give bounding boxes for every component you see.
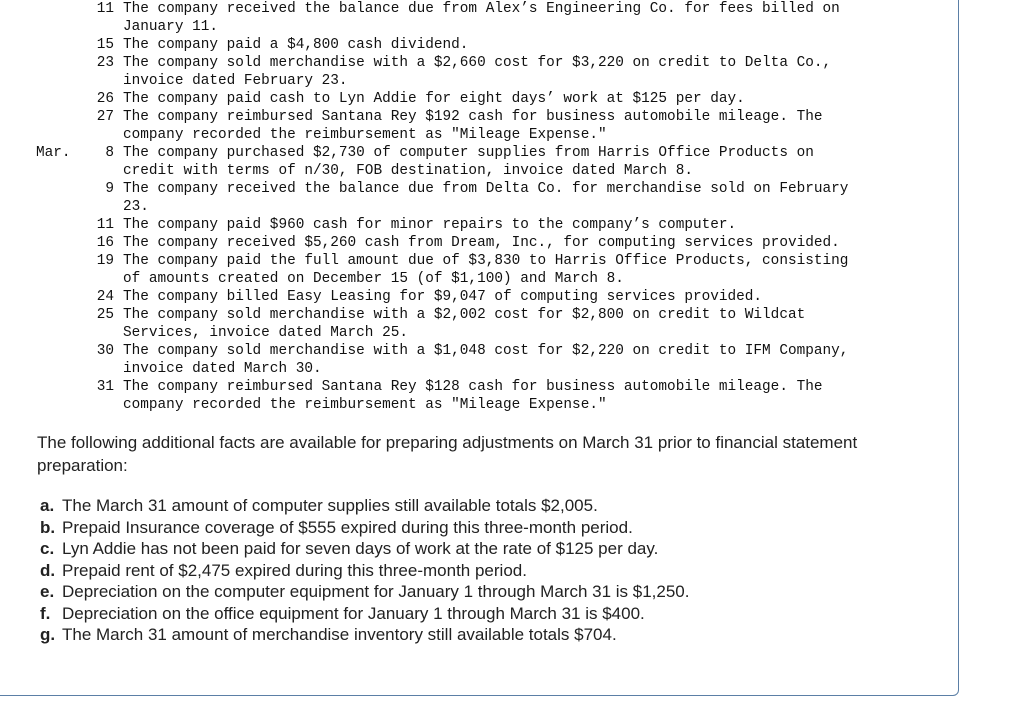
transaction-line <box>36 54 936 72</box>
transaction-text: The company reimbursed Santana Rey $128 cash for business automobile mileage. The <box>123 379 823 395</box>
transaction-day <box>78 18 115 36</box>
transaction-text: invoice dated March 30. <box>123 361 322 377</box>
transaction-month <box>36 396 78 414</box>
transaction-day <box>78 198 115 216</box>
transaction-text: The company sold merchandise with a $1,048 cost for $2,220 on credit to IFM Company, <box>123 343 849 359</box>
fact-label: e. <box>40 582 55 601</box>
transaction-text: The company sold merchandise with a $2,660 cost for $3,220 on credit to Delta Co., <box>123 55 832 71</box>
transaction-text: The company paid a $4,800 cash dividend. <box>123 37 469 53</box>
transaction-line <box>36 126 936 144</box>
transaction-line <box>36 378 936 396</box>
fact-text: The March 31 amount of computer supplies still available totals $2,005. <box>62 496 598 515</box>
transaction-line <box>36 198 936 216</box>
transaction-day: 25 <box>96 307 114 323</box>
transaction-month <box>36 198 78 216</box>
transaction-day: 31 <box>96 379 114 395</box>
transaction-month <box>36 36 78 54</box>
transaction-day <box>78 396 115 414</box>
transaction-text: The company purchased $2,730 of computer supplies from Harris Office Products on <box>123 145 814 161</box>
transaction-day <box>78 126 115 144</box>
adjustment-fact <box>40 603 920 625</box>
transaction-line <box>36 72 936 90</box>
transaction-text: The company received the balance due from Delta Co. for merchandise sold on February <box>123 181 849 197</box>
adjustment-fact <box>40 517 920 539</box>
transaction-day <box>78 324 115 342</box>
transaction-month <box>36 270 78 288</box>
fact-text: Prepaid Insurance coverage of $555 expired during this three-month period. <box>62 517 633 537</box>
transaction-day: 9 <box>105 181 114 197</box>
transaction-text: of amounts created on December 15 (of $1,100) and March 8. <box>123 271 624 287</box>
transaction-text: The company paid cash to Lyn Addie for eight days’ work at $125 per day. <box>123 91 745 107</box>
transaction-text: The company billed Easy Leasing for $9,047 of computing services provided. <box>123 289 763 305</box>
transaction-month <box>36 18 78 36</box>
transaction-day: 23 <box>96 55 114 71</box>
transaction-month <box>36 342 78 360</box>
transaction-line <box>36 360 936 378</box>
transaction-line <box>36 18 936 36</box>
transaction-month <box>36 54 78 72</box>
transaction-day <box>78 162 115 180</box>
transaction-line <box>36 306 936 324</box>
transaction-line <box>36 36 936 54</box>
transaction-day: 30 <box>96 343 114 359</box>
fact-label: b. <box>40 517 56 537</box>
transaction-month <box>36 378 78 396</box>
transaction-day <box>78 270 115 288</box>
transaction-month <box>36 306 78 324</box>
transaction-line <box>36 144 936 162</box>
adjustment-fact <box>40 624 920 646</box>
transaction-day: 8 <box>105 145 114 161</box>
fact-label: c. <box>40 539 55 558</box>
transaction-day: 27 <box>96 109 114 125</box>
transaction-month <box>36 72 78 90</box>
transaction-text: The company sold merchandise with a $2,002 cost for $2,800 on credit to Wildcat <box>123 307 806 323</box>
fact-label: d. <box>40 560 56 580</box>
transaction-month <box>36 0 78 18</box>
transaction-text: credit with terms of n/30, FOB destination, invoice dated March 8. <box>123 163 693 179</box>
fact-text: Lyn Addie has not been paid for seven days of work at the rate of $125 per day. <box>62 539 659 558</box>
fact-label: g. <box>40 625 56 644</box>
transaction-day: 26 <box>96 91 114 107</box>
transaction-month <box>36 108 78 126</box>
transaction-line <box>36 180 936 198</box>
transaction-line <box>36 396 936 414</box>
transaction-month <box>36 180 78 198</box>
transaction-month <box>36 162 78 180</box>
transaction-day <box>78 360 115 378</box>
transaction-month <box>36 90 78 108</box>
transaction-line <box>36 90 936 108</box>
transaction-day: 19 <box>96 253 114 269</box>
transaction-text: 23. <box>123 199 149 215</box>
transaction-line <box>36 0 936 18</box>
fact-text: The March 31 amount of merchandise inventory still available totals $704. <box>62 625 617 644</box>
transaction-line <box>36 324 936 342</box>
transaction-line <box>36 234 936 252</box>
transaction-list <box>36 0 936 414</box>
transaction-text: January 11. <box>123 19 218 35</box>
transaction-day: 15 <box>96 37 114 53</box>
transaction-line <box>36 216 936 234</box>
transaction-month: Mar. <box>36 145 71 161</box>
transaction-month <box>36 126 78 144</box>
transaction-day: 24 <box>96 289 114 305</box>
transaction-line <box>36 288 936 306</box>
fact-text: Depreciation on the computer equipment for January 1 through March 31 is $1,250. <box>62 582 690 601</box>
transaction-text: company recorded the reimbursement as "Mileage Expense." <box>123 127 607 143</box>
transaction-month <box>36 252 78 270</box>
fact-text: Prepaid rent of $2,475 expired during this three-month period. <box>62 560 527 580</box>
transaction-month <box>36 216 78 234</box>
transaction-line <box>36 342 936 360</box>
transaction-day: 16 <box>96 235 114 251</box>
transaction-month <box>36 288 78 306</box>
transaction-line <box>36 252 936 270</box>
transaction-day: 11 <box>96 1 114 17</box>
transaction-text: The company received the balance due from Alex’s Engineering Co. for fees billed on <box>123 1 840 17</box>
transaction-text: invoice dated February 23. <box>123 73 348 89</box>
transaction-text: The company received $5,260 cash from Dream, Inc., for computing services provided. <box>123 235 840 251</box>
transaction-text: The company paid the full amount due of $3,830 to Harris Office Products, consisting <box>123 253 849 269</box>
adjustment-fact <box>40 560 920 582</box>
adjustments-intro: The following additional facts are available for preparing adjustments on March 31 prior to financial statement preparation: <box>37 433 858 475</box>
transaction-text: The company paid $960 cash for minor repairs to the company’s computer. <box>123 217 737 233</box>
transaction-day <box>78 72 115 90</box>
fact-label: a. <box>40 496 55 515</box>
transaction-month <box>36 234 78 252</box>
fact-text: Depreciation on the office equipment for January 1 through March 31 is $400. <box>62 603 645 623</box>
transaction-line <box>36 270 936 288</box>
transaction-text: company recorded the reimbursement as "Mileage Expense." <box>123 397 607 413</box>
adjustment-fact <box>40 538 920 560</box>
adjustment-facts-list <box>40 495 920 646</box>
transaction-month <box>36 324 78 342</box>
transaction-month <box>36 360 78 378</box>
transaction-text: Services, invoice dated March 25. <box>123 325 408 341</box>
fact-label: f. <box>40 603 51 623</box>
adjustment-fact <box>40 581 920 603</box>
adjustment-fact <box>40 495 920 517</box>
transaction-day: 11 <box>96 217 114 233</box>
transaction-line <box>36 108 936 126</box>
transaction-text: The company reimbursed Santana Rey $192 cash for business automobile mileage. The <box>123 109 823 125</box>
transaction-line <box>36 162 936 180</box>
